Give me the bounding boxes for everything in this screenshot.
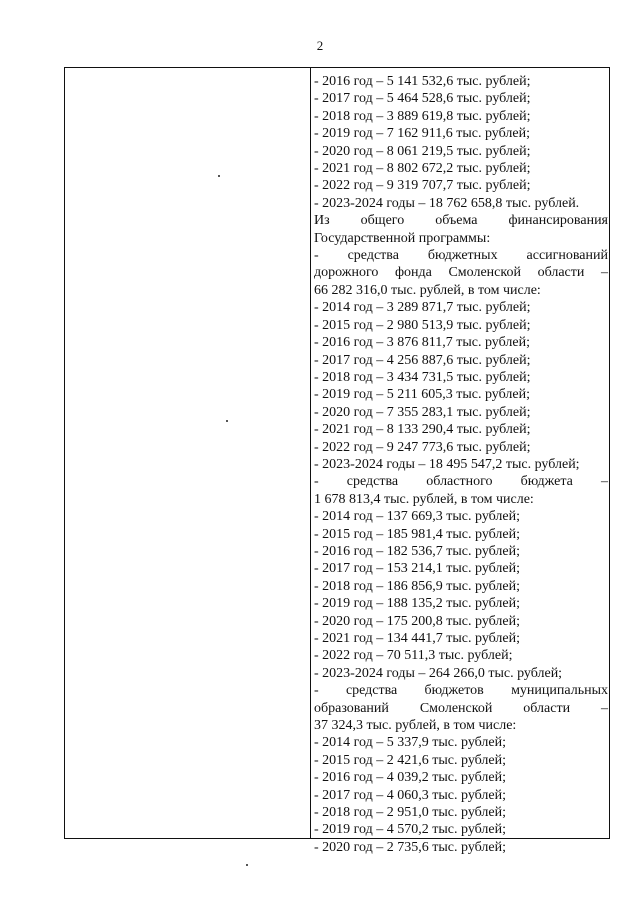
text-line: - 2023-2024 годы – 18 762 658,8 тыс. рублей. — [314, 195, 580, 211]
column-divider — [310, 68, 311, 838]
text-line: - 2016 год – 182 536,7 тыс. рублей; — [314, 543, 521, 559]
text-line: - 2022 год – 9 319 707,7 тыс. рублей; — [314, 178, 531, 194]
text-line: - 2020 год – 7 355 283,1 тыс. рублей; — [314, 404, 531, 420]
text-line: - 2019 год – 188 135,2 тыс. рублей; — [314, 596, 521, 612]
text-line: - 2016 год – 4 039,2 тыс. рублей; — [314, 770, 507, 786]
funding-table — [64, 67, 610, 855]
text-line: - средства бюджетных ассигнований — [314, 248, 608, 264]
text-line: 1 678 813,4 тыс. рублей, в том числе: — [314, 491, 534, 507]
text-line: - 2014 год – 5 337,9 тыс. рублей; — [314, 735, 507, 751]
text-line: - 2018 год – 3 889 619,8 тыс. рублей; — [314, 108, 531, 124]
text-line: - средства областного бюджета – — [314, 474, 608, 490]
text-line: - 2018 год – 3 434 731,5 тыс. рублей; — [314, 369, 531, 385]
text-line: - 2015 год – 185 981,4 тыс. рублей; — [314, 526, 521, 542]
text-line: - 2023-2024 годы – 18 495 547,2 тыс. рублей; — [314, 456, 580, 472]
text-line: - 2018 год – 2 951,0 тыс. рублей; — [314, 805, 507, 821]
scan-speck — [218, 175, 220, 177]
text-line: - 2021 год – 134 441,7 тыс. рублей; — [314, 631, 521, 646]
text-line: - 2015 год – 2 421,6 тыс. рублей; — [314, 752, 507, 768]
scan-speck — [226, 420, 228, 422]
text-line: образований Смоленской области – — [314, 700, 608, 716]
text-line: - 2021 год – 8 802 672,2 тыс. рублей; — [314, 161, 531, 177]
text-line: - 2022 год – 70 511,3 тыс. рублей; — [314, 648, 513, 664]
text-line: - 2014 год – 3 289 871,7 тыс. рублей; — [314, 300, 531, 316]
text-line: - 2018 год – 186 856,9 тыс. рублей; — [314, 578, 521, 594]
text-line: - 2019 год – 4 570,2 тыс. рублей; — [314, 822, 507, 838]
text-line: дорожного фонда Смоленской области – — [314, 265, 608, 281]
text-line: Из общего объема финансирования — [314, 213, 608, 229]
text-line: - 2019 год – 7 162 911,6 тыс. рублей; — [314, 126, 530, 142]
text-line: - 2022 год – 9 247 773,6 тыс. рублей; — [314, 439, 531, 455]
text-line: - 2023-2024 годы – 264 266,0 тыс. рублей; — [314, 665, 563, 681]
text-line: - средства бюджетов муниципальных — [314, 683, 608, 699]
text-line: - 2017 год – 4 060,3 тыс. рублей; — [314, 787, 507, 803]
page-number: 2 — [316, 38, 324, 53]
text-line: - 2016 год – 3 876 811,7 тыс. рублей; — [314, 335, 530, 351]
text-line: - 2017 год – 153 214,1 тыс. рублей; — [314, 561, 521, 577]
text-line: - 2020 год – 175 200,8 тыс. рублей; — [314, 613, 521, 629]
text-line: 66 282 316,0 тыс. рублей, в том числе: — [314, 282, 541, 298]
text-line: - 2021 год – 8 133 290,4 тыс. рублей; — [314, 422, 531, 438]
text-line: - 2016 год – 5 141 532,6 тыс. рублей; — [314, 74, 531, 89]
text-line: - 2017 год – 5 464 528,6 тыс. рублей; — [314, 91, 531, 107]
table-right-cell — [314, 73, 608, 856]
text-line: - 2020 год – 2 735,6 тыс. рублей; — [314, 839, 507, 855]
text-line: - 2015 год – 2 980 513,9 тыс. рублей; — [314, 317, 531, 333]
text-line: 37 324,3 тыс. рублей, в том числе: — [314, 718, 517, 734]
text-line: - 2019 год – 5 211 605,3 тыс. рублей; — [314, 387, 530, 403]
text-line: Государственной программы: — [314, 230, 491, 246]
text-line: - 2020 год – 8 061 219,5 тыс. рублей; — [314, 143, 531, 159]
scan-speck — [246, 864, 248, 866]
text-line: - 2017 год – 4 256 887,6 тыс. рублей; — [314, 352, 531, 368]
text-line: - 2014 год – 137 669,3 тыс. рублей; — [314, 509, 521, 525]
